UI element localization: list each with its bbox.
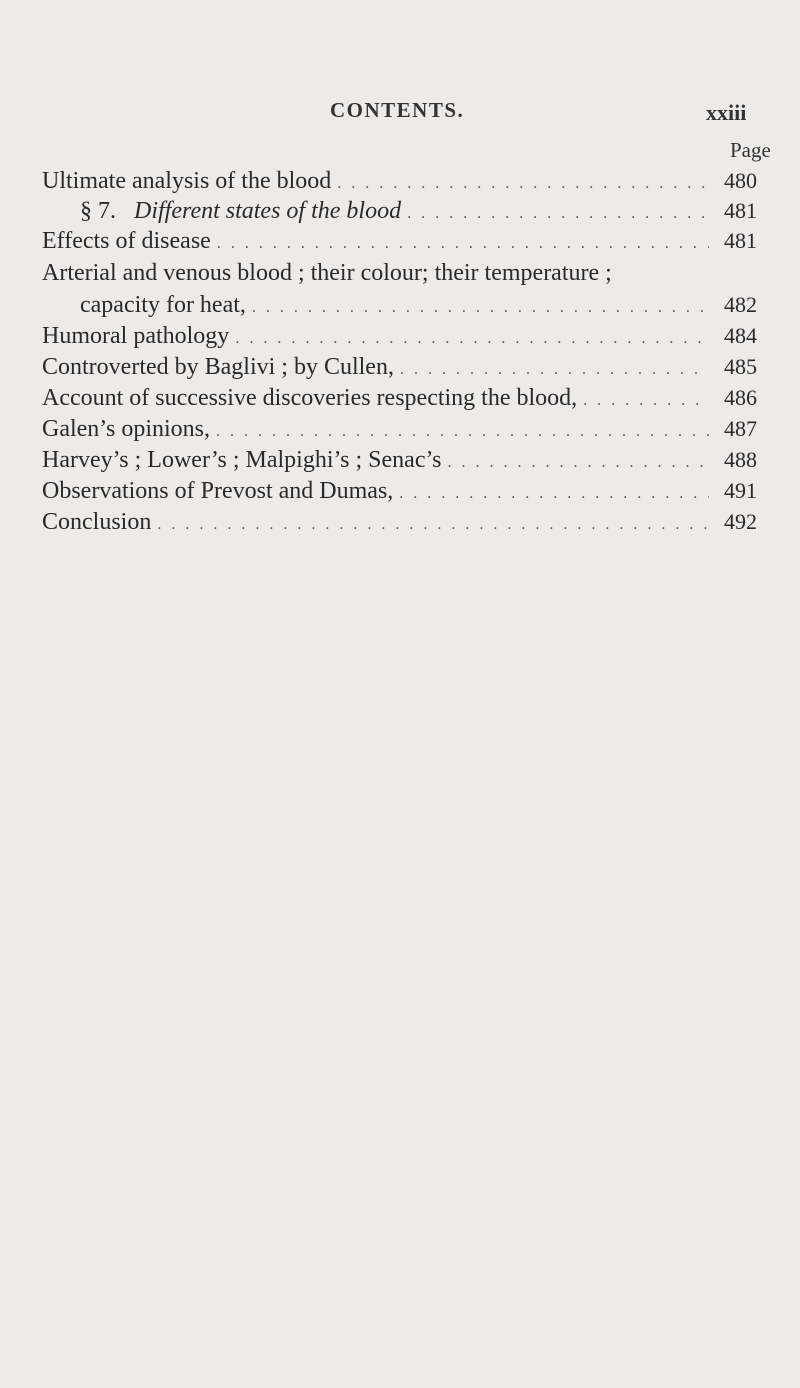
dot-leader bbox=[235, 324, 709, 354]
toc-entry-page: 481 bbox=[724, 198, 757, 223]
toc-entry-page: 484 bbox=[724, 323, 757, 348]
toc-entry bbox=[42, 352, 757, 385]
toc-entry-page: 485 bbox=[724, 354, 757, 379]
toc-entry-title: Different states of the blood bbox=[134, 198, 402, 224]
toc-entry-title: Conclusion bbox=[42, 509, 152, 535]
toc-entry-page: 488 bbox=[724, 447, 757, 472]
toc-entry-page: 487 bbox=[724, 416, 757, 441]
toc-entry bbox=[42, 507, 757, 540]
toc-entry-page: 491 bbox=[724, 478, 757, 503]
toc-entry bbox=[42, 445, 757, 478]
toc-entry-title-line: Arterial and venous blood ; their colour; their temperature ; bbox=[42, 260, 612, 286]
dot-leader bbox=[448, 448, 710, 478]
toc-entry-title: Ultimate analysis of the blood bbox=[42, 168, 332, 194]
page-column-label: Page bbox=[730, 138, 771, 162]
dot-leader bbox=[157, 510, 709, 540]
toc-entry-title: Galen’s opinions, bbox=[42, 416, 210, 442]
toc-entry bbox=[42, 321, 757, 354]
dot-leader bbox=[252, 293, 709, 323]
toc-entry bbox=[42, 476, 757, 509]
toc-entry-title: Account of successive discoveries respecting the blood, bbox=[42, 385, 578, 411]
dot-leader bbox=[400, 355, 709, 385]
toc-entry bbox=[42, 166, 757, 199]
page-number-roman: xxiii bbox=[706, 100, 747, 125]
toc-section-number: § 7. bbox=[80, 198, 116, 224]
toc-entry-continuation bbox=[80, 290, 757, 323]
toc-entry-page: 486 bbox=[724, 385, 757, 410]
toc-entry-title: capacity for heat, bbox=[80, 292, 246, 318]
toc-section-entry bbox=[80, 196, 757, 229]
running-header-title: CONTENTS. bbox=[330, 98, 465, 122]
toc-entry-title: Harvey’s ; Lower’s ; Malpighi’s ; Senac’s bbox=[42, 447, 442, 473]
dot-leader bbox=[583, 386, 709, 416]
dot-leader bbox=[337, 169, 709, 199]
toc-entry-title: Humoral pathology bbox=[42, 323, 230, 349]
toc-entry-page: 480 bbox=[724, 168, 757, 193]
toc-entry-title: Observations of Prevost and Dumas, bbox=[42, 478, 394, 504]
toc-entry-title: Effects of disease bbox=[42, 228, 211, 254]
toc-entry-page: 482 bbox=[724, 292, 757, 317]
toc-entry bbox=[42, 414, 757, 447]
toc-entry-page: 481 bbox=[724, 228, 757, 253]
toc-entry-page: 492 bbox=[724, 509, 757, 534]
dot-leader bbox=[216, 417, 709, 447]
toc-entry bbox=[42, 226, 757, 259]
dot-leader bbox=[217, 229, 709, 259]
toc-entry bbox=[42, 383, 757, 416]
dot-leader bbox=[407, 199, 709, 229]
dot-leader bbox=[399, 479, 709, 509]
toc-entry-title: Controverted by Baglivi ; by Cullen, bbox=[42, 354, 394, 380]
